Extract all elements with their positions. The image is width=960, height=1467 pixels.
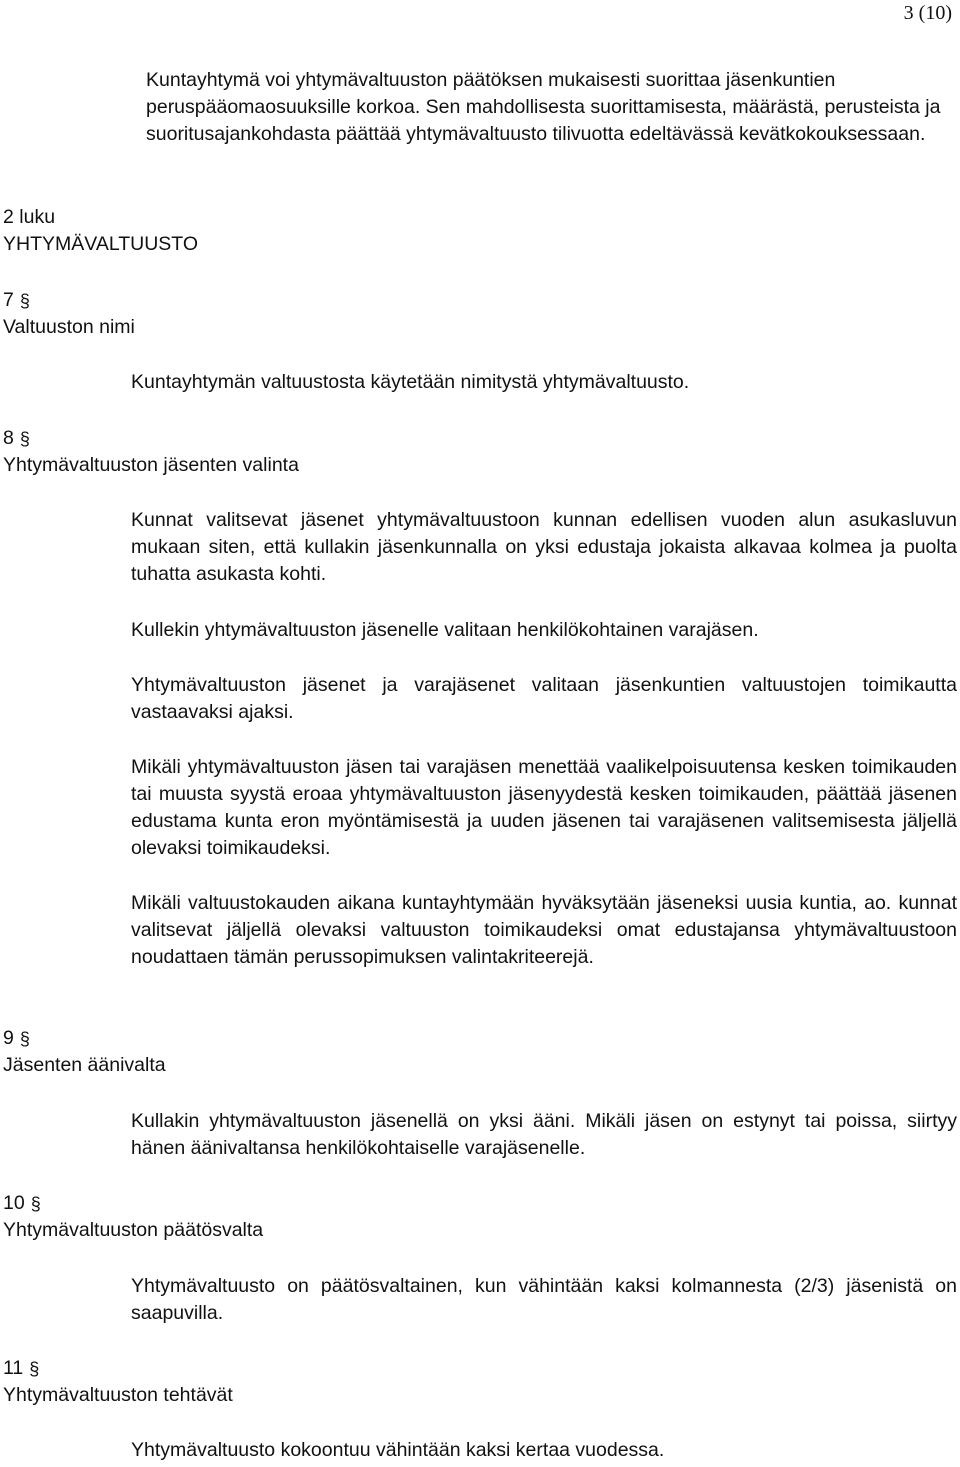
section-title: Yhtymävaltuuston tehtävät [3, 1384, 233, 1406]
section-number: 8 [3, 427, 14, 449]
section-sign-icon: § [19, 428, 30, 449]
section-sign-icon: § [19, 290, 30, 311]
section-8-heading [3, 425, 299, 479]
section-title: Valtuuston nimi [3, 316, 135, 338]
chapter-title: YHTYMÄVALTUUSTO [3, 233, 199, 255]
section-sign-icon: § [19, 1028, 30, 1049]
section-7-heading [3, 287, 135, 341]
section-title: Jäsenten äänivalta [3, 1054, 166, 1076]
chapter-number: 2 luku [3, 206, 56, 228]
section-9-heading [3, 1025, 166, 1079]
section-8-paragraph-2: Kullekin yhtymävaltuuston jäsenelle valitaan henkilökohtainen varajäsen. [131, 619, 759, 641]
section-9-paragraph: Kullakin yhtymävaltuuston jäsenellä on yksi ääni. Mikäli jäsen on estynyt tai poissa, siirtyy hänen äänivaltansa henkilökohtaiselle varajäsenelle. [131, 1110, 957, 1159]
section-number: 9 [3, 1027, 14, 1049]
section-title: Yhtymävaltuuston päätösvalta [3, 1219, 264, 1241]
section-number: 7 [3, 289, 14, 311]
section-sign-icon: § [29, 1358, 40, 1379]
section-sign-icon: § [30, 1193, 41, 1214]
section-title: Yhtymävaltuuston jäsenten valinta [3, 454, 299, 476]
section-11-heading [3, 1355, 233, 1409]
section-8-paragraph-1: Kunnat valitsevat jäsenet yhtymävaltuustoon kunnan edellisen vuoden alun asukasluvun mukaan siten, että kullakin jäsenkunnalla on yksi edustaja jokaista alkavaa kolmea ja puolta tuhatta asukasta kohti. [131, 509, 957, 585]
section-8-paragraph-3: Yhtymävaltuuston jäsenet ja varajäsenet valitaan jäsenkuntien valtuustojen toimikautta vastaavaksi ajaksi. [131, 674, 957, 723]
section-7-paragraph: Kuntayhtymän valtuustosta käytetään nimitystä yhtymävaltuusto. [131, 371, 690, 393]
section-number: 11 [3, 1357, 24, 1379]
section-8-paragraph-5: Mikäli valtuustokauden aikana kuntayhtymään hyväksytään jäseneksi uusia kuntia, ao. kunnat valitsevat jäljellä olevaksi valtuuston toimikaudeksi omat edustajansa yhtymävaltuustoon noudattaen tämän perussopimuksen valintakriteerejä. [131, 892, 957, 968]
section-10-heading [3, 1190, 263, 1244]
section-8-paragraph-4: Mikäli yhtymävaltuuston jäsen tai varajäsen menettää vaalikelpoisuutensa kesken toimikauden tai muusta syystä eroaa yhtymävaltuuston jäsenyydestä kesken toimikauden, päättää jäsenen edustama kunta eron myöntämisestä ja uuden jäsenen tai varajäsenen valitsemisesta jäljellä olevaksi toimikaudeksi. [131, 756, 957, 859]
section-number: 10 [3, 1192, 25, 1214]
section-10-paragraph: Yhtymävaltuusto on päätösvaltainen, kun vähintään kaksi kolmannesta (2/3) jäsenistä on saapuvilla. [131, 1275, 957, 1324]
chapter-heading [3, 204, 198, 258]
section-11-paragraph: Yhtymävaltuusto kokoontuu vähintään kaksi kertaa vuodessa. [131, 1439, 665, 1461]
page-number: 3 (10) [903, 2, 952, 24]
intro-paragraph: Kuntayhtymä voi yhtymävaltuuston päätöksen mukaisesti suorittaa jäsenkuntien peruspääomaosuuksille korkoa. Sen mahdollisesta suorittamisesta, määrästä, perusteista ja suoritusajankohdasta päättää yhtymävaltuusto tilivuotta edeltävässä kevätkokouksessaan. [146, 69, 941, 145]
